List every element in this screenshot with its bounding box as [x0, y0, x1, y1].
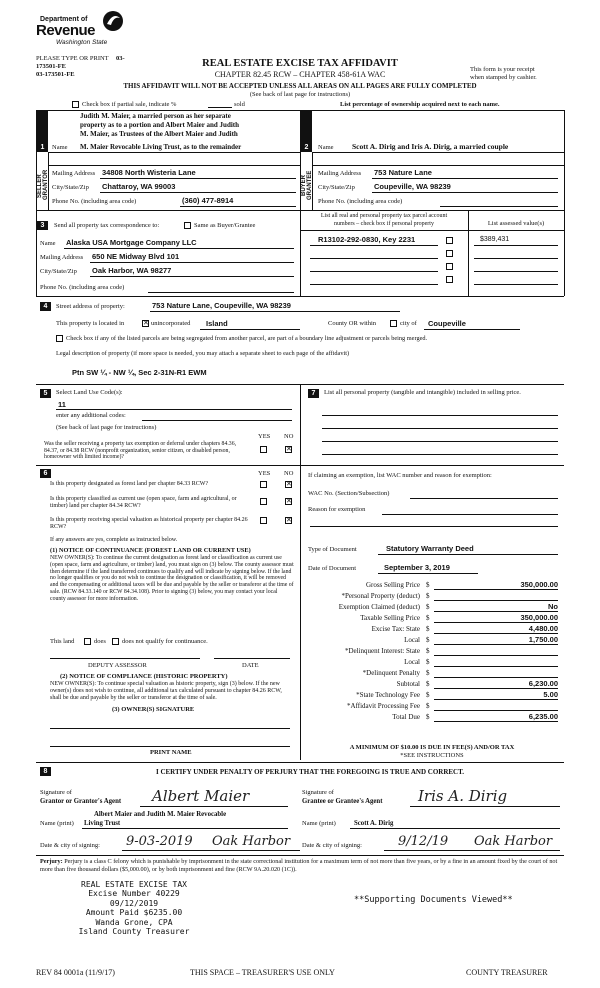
tax-row-currency: $ [426, 592, 430, 600]
claim-exemption-label: If claiming an exemption, list WAC number and reason for exemption: [308, 472, 492, 479]
land-use-label: Select Land Use Code(s): [56, 389, 123, 396]
grantee-name[interactable]: Scott A. Dirig [354, 820, 394, 827]
seller-side-label: SELLER [37, 174, 43, 198]
legal-description-field[interactable]: Ptn SW ¼ - NW ¼, Sec 2-31N-R1 EWM [72, 368, 207, 377]
grantor-name-line-1: Albert Maier and Judith M. Maier Revocable [94, 811, 227, 818]
seller-city-field[interactable]: Chattaroy, WA 99003 [102, 182, 176, 191]
notice-continuance-body: NEW OWNER(S): To continue the current designation as forest land or classification as current use (open space, farm and agriculture, or timber) land, you must sign on (3) below. The county assessor must then determine if the land transferred continues to qualify and will indicate by signing below. If the land no longer qualifies or you do not wish to continue the designation or classification, it will be removed and the compensating or additional taxes will be due and payable by the seller or transferor at the time of sale. (RCW 84.33.140 or RCW 84.34.108). Prior to signing (3) below, you may contact your local county assessor for more information. [50, 555, 294, 602]
tax-row-label: *Delinquent Interest: State [344, 647, 420, 655]
tax-row-currency: $ [426, 603, 430, 611]
stamp-line-1: REAL ESTATE EXCISE TAX [81, 880, 187, 889]
tax-row-currency: $ [426, 680, 430, 688]
sec6-no-header: NO [284, 470, 294, 477]
grantee-date[interactable]: 9/12/19 [398, 834, 449, 849]
tax-row-value[interactable]: 350,000.00 [434, 580, 558, 590]
grantee-sig-of: Signature of [302, 789, 334, 796]
legal-description-label: Legal description of property (if more space is needed, you may attach a separate sheet to each page of the affidavit) [56, 350, 350, 357]
grantor-name-print-label: Name (print) [40, 820, 74, 827]
list-pct-label: List percentage of ownership acquired next to each name. [340, 101, 500, 108]
doc-date-field[interactable]: September 3, 2019 [384, 563, 450, 572]
sec5-yes-header: YES [258, 433, 271, 440]
parcel-3-personal-checkbox[interactable] [446, 263, 453, 270]
tax-row-value[interactable]: 1,750.00 [434, 635, 558, 645]
grantor-date-city-label: Date & city of signing: [40, 842, 100, 849]
treasurer-use-only: THIS SPACE – TREASURER'S USE ONLY [190, 968, 335, 977]
current-use-question: Is this property classified as current use (open space, farm and agricultural, or timber) land per chapter 84.34 RCW? [50, 496, 237, 509]
form-revision: REV 84 0001a (11/9/17) [36, 968, 115, 977]
tax-row-value[interactable]: 5.00 [434, 690, 558, 700]
buyer-name-field[interactable]: Scott A. Dirig and Iris A. Dirig, a married couple [352, 142, 509, 151]
tax-row-currency: $ [426, 581, 430, 589]
grantee-side-label: GRANTEE [307, 170, 313, 200]
partial-sale-checkbox[interactable] [72, 101, 79, 108]
tax-row-value[interactable]: 4,480.00 [434, 624, 558, 634]
does-not-label: does not qualify for continuance. [122, 638, 208, 645]
grantee-date-city-label: Date & city of signing: [302, 842, 362, 849]
current-use-yes-checkbox[interactable] [260, 498, 267, 505]
city-of-checkbox[interactable] [390, 320, 397, 327]
street-address-field[interactable]: 753 Nature Lane, Coupeville, WA 98239 [152, 301, 291, 310]
buyer-phone-field[interactable] [440, 206, 558, 207]
personal-property-label: List all personal property (tangible and intangible) included in selling price. [324, 389, 521, 396]
tax-row-value[interactable] [434, 668, 558, 678]
grantee-city[interactable]: Oak Harbor [474, 834, 553, 849]
grantor-signature[interactable]: Albert Maier [152, 787, 250, 805]
notice-compliance-title: (2) NOTICE OF COMPLIANCE (HISTORIC PROPERTY) [60, 673, 228, 680]
same-as-buyer-label: Same as Buyer/Grantee [194, 222, 256, 229]
seller-city-label: City/State/Zip [52, 184, 89, 191]
owner-signature-line[interactable] [50, 728, 290, 729]
city-of-label: city of [400, 320, 417, 327]
form-code-1: 03- [116, 55, 125, 62]
partial-sale-pct-field[interactable] [208, 99, 232, 108]
perjury-label: Perjury: [40, 858, 63, 865]
tax-row-currency: $ [426, 702, 430, 710]
buyer-phone-label: Phone No. (including area code) [318, 198, 403, 205]
wac-field[interactable] [410, 498, 558, 499]
street-address-label: Street address of property: [56, 303, 125, 310]
tax-row-value[interactable]: 350,000.00 [434, 613, 558, 623]
sec3-phone-field[interactable] [148, 292, 294, 293]
buyer-mailing-field[interactable]: 753 Nature Lane [374, 168, 432, 177]
tax-row-currency: $ [426, 647, 430, 655]
sec3-phone-label: Phone No. (including area code) [40, 284, 125, 291]
dept-line3: Washington State [56, 39, 108, 46]
tax-row-value[interactable]: 6,235.00 [434, 712, 558, 722]
deputy-date-line[interactable] [214, 658, 290, 659]
section-7-number: 7 [308, 389, 319, 398]
form-subtitle: CHAPTER 82.45 RCW – CHAPTER 458-61A WAC [214, 70, 386, 79]
sec3-name-field[interactable]: Alaska USA Mortgage Company LLC [66, 238, 197, 247]
tax-row-label: Subtotal [396, 680, 420, 688]
tax-row-currency: $ [426, 636, 430, 644]
parcel-1-personal-checkbox[interactable] [446, 237, 453, 244]
tax-row-currency: $ [426, 658, 430, 666]
wac-label: WAC No. (Section/Subsection) [308, 490, 390, 497]
tax-row-label: Gross Selling Price [365, 581, 420, 589]
sec3-city-label: City/State/Zip [40, 268, 77, 275]
tax-row-value[interactable]: 6,230.00 [434, 679, 558, 689]
sold-label: sold [234, 101, 245, 108]
parcel-2-personal-checkbox[interactable] [446, 250, 453, 257]
section-5-number: 5 [40, 389, 51, 398]
unincorporated-label: unincorporated [151, 320, 191, 327]
this-land-label: This land [50, 638, 75, 645]
seller-phone-field[interactable]: (360) 477-8914 [182, 196, 234, 205]
grantor-agent-label: Grantor or Grantor's Agent [40, 798, 122, 805]
tax-row-label: *Personal Property (deduct) [341, 592, 420, 600]
city-field[interactable]: Coupeville [428, 319, 466, 328]
perjury-notice [40, 858, 562, 874]
send-correspondence-label: Send all property tax correspondence to: [54, 222, 160, 229]
sec5-see-back: (See back of last page for instructions) [56, 424, 157, 431]
form-title: REAL ESTATE EXCISE TAX AFFIDAVIT [202, 58, 398, 69]
parcel-4-personal-checkbox[interactable] [446, 276, 453, 283]
section-6-number: 6 [40, 469, 51, 478]
dor-swoosh-icon [102, 10, 124, 32]
tax-row-label: *Affidavit Processing Fee [347, 702, 420, 710]
sec3-name-label: Name [40, 240, 56, 247]
tax-row-label: Excise Tax: State [371, 625, 420, 633]
tax-row-value[interactable] [434, 591, 558, 601]
historical-yes-checkbox[interactable] [260, 517, 267, 524]
stamp-line-3: 09/12/2019 [109, 898, 159, 908]
sec5-no-header: NO [284, 433, 294, 440]
tax-row-currency: $ [426, 691, 430, 699]
buyer-city-field[interactable]: Coupeville, WA 98239 [374, 182, 451, 191]
grantee-name-print-label: Name (print) [302, 820, 336, 827]
additional-codes-label: enter any additional codes: [56, 412, 126, 419]
stamp-line-5: Wanda Grone, CPA [95, 917, 173, 927]
grantor-city[interactable]: Oak Harbor [212, 834, 291, 849]
stamp-line-6: Island County Treasurer [78, 927, 190, 937]
segregated-label: Check box if any of the listed parcels are being segregated from another parcel, are part of a boundary line adjustment or parcels being merged. [66, 335, 428, 342]
forest-land-question: Is this property designated as forest land per chapter 84.33 RCW? [50, 481, 209, 487]
seller-name-label: Name [52, 144, 68, 151]
seller-mailing-label: Mailing Address [52, 170, 96, 177]
current-use-no-checkbox[interactable]: ✕ [286, 497, 292, 505]
assessed-value-1[interactable]: $389,431 [480, 236, 510, 243]
doc-date-label: Date of Document [308, 565, 357, 572]
grantee-signature[interactable]: Iris A. Dirig [418, 787, 508, 805]
tax-row-label: Total Due [392, 713, 420, 721]
same-as-buyer-checkbox[interactable] [184, 222, 191, 229]
grantor-side-label: GRANTOR [43, 169, 49, 200]
county-field[interactable]: Island [206, 319, 228, 328]
tax-row-label: *Delinquent Penalty [362, 669, 420, 677]
if-yes-note: If any answers are yes, complete as instructed below. [50, 537, 178, 543]
receipt-note-2: when stamped by cashier. [470, 74, 537, 81]
buyer-side-label: BUYER [301, 174, 307, 196]
located-in-label: This property is located in [56, 320, 125, 327]
parcel-header-1: List all real and personal property tax parcel account [320, 213, 448, 219]
partial-sale-label: Check box if partial sale, indicate % [82, 101, 177, 108]
sec3-mailing-field[interactable]: 650 NE Midway Blvd 101 [92, 252, 180, 261]
print-name-line[interactable] [50, 746, 290, 747]
tax-row-currency: $ [426, 614, 430, 622]
land-use-field[interactable]: 11 [58, 400, 66, 409]
tax-row-currency: $ [426, 713, 430, 721]
tax-row-currency: $ [426, 669, 430, 677]
see-instructions-note: *SEE INSTRUCTIONS [400, 752, 464, 759]
sec6-yes-header: YES [258, 470, 271, 477]
section-8-number: 8 [40, 767, 51, 776]
parcel-number-1[interactable]: R13102-292-0830, Key 2231 [318, 235, 416, 244]
tax-row-label: Exemption Claimed (deduct) [338, 603, 420, 611]
section-4-number: 4 [40, 302, 51, 311]
section-3-number: 3 [37, 221, 48, 230]
tax-row-value[interactable]: No [434, 602, 558, 612]
buyer-name-label: Name [318, 144, 334, 151]
supporting-docs-stamp: **Supporting Documents Viewed** [354, 895, 513, 905]
seller-name-line-1: Judith M. Maier, a married person as her separate [80, 112, 231, 120]
segregated-checkbox[interactable] [56, 335, 63, 342]
tax-row-value[interactable] [434, 701, 558, 711]
form-code-2: 173501-FE [36, 63, 66, 70]
exemption-no-checkbox[interactable]: ✕ [286, 445, 292, 453]
county-or-label: County OR within [328, 320, 377, 327]
historical-question: Is this property receiving special valuation as historical property per chapter 84.26 RCW? [50, 517, 248, 530]
tax-row-value[interactable] [434, 657, 558, 667]
section-2-number: 2 [301, 143, 312, 152]
deputy-date-label: DATE [242, 662, 259, 669]
assessed-header: List assessed value(s) [487, 220, 545, 227]
tax-row [300, 712, 564, 724]
does-not-checkbox[interactable] [112, 638, 119, 645]
exemption-yes-checkbox[interactable] [260, 446, 267, 453]
minimum-due-note: A MINIMUM OF $10.00 IS DUE IN FEE(S) AND/OR TAX [349, 744, 515, 751]
historical-no-checkbox[interactable]: ✕ [286, 516, 292, 524]
county-treasurer-label: COUNTY TREASURER [466, 968, 548, 977]
deputy-signature-line[interactable] [50, 658, 200, 659]
buyer-city-label: City/State/Zip [318, 184, 355, 191]
buyer-mailing-label: Mailing Address [318, 170, 362, 177]
does-checkbox[interactable] [84, 638, 91, 645]
doc-type-field[interactable]: Statutory Warranty Deed [386, 544, 474, 553]
parcel-header-2: numbers – check box if personal property [334, 221, 434, 227]
see-back-text: (See back of last page for instructions) [249, 91, 351, 98]
seller-name-line-3: M. Maier, as Trustees of the Albert Maier and Judith [80, 130, 238, 138]
reason-field[interactable] [382, 514, 558, 515]
warning-text: THIS AFFIDAVIT WILL NOT BE ACCEPTED UNLESS ALL AREAS ON ALL PAGES ARE FULLY COMPLETED [123, 82, 477, 90]
form-code-3: 03-173501-FE [36, 71, 75, 78]
notice-continuance-title: (1) NOTICE OF CONTINUANCE (FOREST LAND OR CURRENT USE) [50, 547, 251, 554]
additional-codes-field[interactable] [142, 420, 292, 421]
dept-line2: Revenue [36, 22, 96, 39]
grantor-sig-of: Signature of [40, 789, 72, 796]
dor-logo [36, 10, 126, 50]
print-name-label: PRINT NAME [150, 749, 192, 756]
tax-row-currency: $ [426, 625, 430, 633]
treasurer-stamp [64, 880, 204, 937]
tax-row-label: Taxable Selling Price [360, 614, 420, 622]
sec3-city-field[interactable]: Oak Harbor, WA 98277 [92, 266, 172, 275]
stamp-line-4: Amount Paid $6235.00 [85, 908, 183, 918]
does-label: does [94, 638, 106, 645]
dept-line1: Department of [40, 16, 88, 23]
grantee-agent-label: Grantee or Grantee's Agent [302, 798, 383, 805]
grantor-date[interactable]: 9-03-2019 [126, 834, 193, 849]
receipt-note-1: This form is your receipt [470, 66, 535, 73]
sec3-mailing-label: Mailing Address [40, 254, 84, 261]
tax-row-label: *State Technology Fee [356, 691, 420, 699]
seller-mailing-field[interactable]: 34808 North Wisteria Lane [102, 168, 196, 177]
doc-type-label: Type of Document [308, 546, 357, 553]
seller-phone-label: Phone No. (including area code) [52, 198, 137, 205]
tax-row-value[interactable] [434, 646, 558, 656]
forest-yes-checkbox[interactable] [260, 481, 267, 488]
notice-compliance-body: NEW OWNER(S): To continue special valuation as historic property, sign (3) below. If the new owner(s) does not wish to continue, all additional tax calculated pursuant to chapter 84.26 RCW, shall be due and payable by the seller or transferor at the time of sale. [50, 681, 282, 702]
tax-row-label: Local [404, 658, 420, 666]
seller-name-line-4[interactable]: M. Maier Revocable Living Trust, as to the remainder [80, 143, 242, 151]
stamp-line-2: Excise Number 40229 [88, 889, 180, 899]
unincorporated-checkbox[interactable]: ✕ [143, 319, 149, 327]
tax-calculation-table [300, 580, 564, 728]
forest-no-checkbox[interactable]: ✕ [286, 480, 292, 488]
grantor-name-line-2[interactable]: Living Trust [84, 820, 121, 827]
tax-row-label: Local [404, 636, 420, 644]
owner-signature-title: (3) OWNER(S) SIGNATURE [112, 706, 195, 713]
section-1-number: 1 [37, 143, 48, 152]
certify-statement: I CERTIFY UNDER PENALTY OF PERJURY THAT THE FOREGOING IS TRUE AND CORRECT. [155, 768, 464, 776]
seller-name-line-2: property as to a portion and Albert Maier and Judith [80, 121, 240, 129]
exemption-question: Was the seller receiving a property tax exemption or deferral under chapters 84.36, 84.37, or 84.38 RCW (nonprofit organization, senior citizen, or disabled person, homeowner with limited income)? [44, 441, 237, 461]
perjury-text: Perjury is a class C felony which is punishable by imprisonment in the state correctional institution for a maximum term of not more than five years, or by a fine in an amount fixed by the court of not more than five thousand dollars ($5,000.00), or by both imprisonment and fine (RCW 9A.20.020 (1C)). [40, 858, 558, 873]
please-type: PLEASE TYPE OR PRINT [36, 55, 109, 62]
reason-label: Reason for exemption [308, 506, 366, 513]
deputy-assessor-label: DEPUTY ASSESSOR [88, 662, 147, 669]
